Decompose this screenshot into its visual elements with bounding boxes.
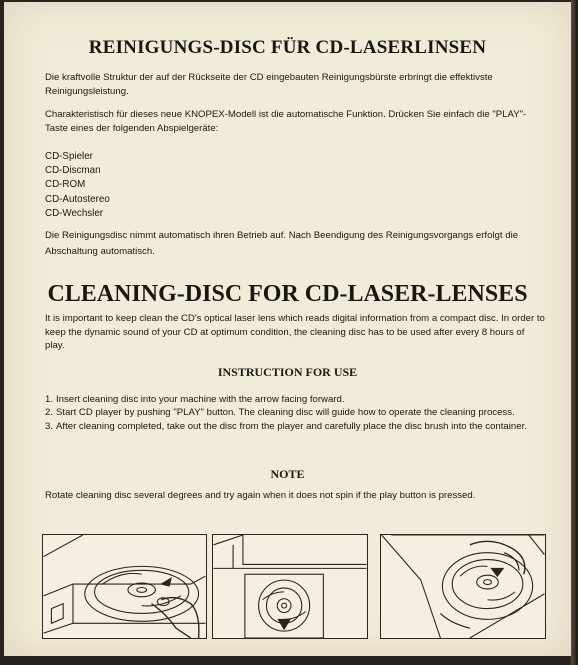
remove-disc-illustration (380, 534, 546, 639)
german-title: REINIGUNGS-DISC FÜR CD-LASERLINSEN (88, 37, 487, 58)
device-list (45, 150, 110, 221)
disc-in-slot-illustration (212, 534, 368, 639)
case-edge (571, 0, 578, 665)
note-text: Rotate cleaning disc several degrees and try again when it does not spin if the play button is pressed. (45, 490, 476, 501)
instruction-steps (45, 393, 545, 433)
german-feature: Charakteristisch für dieses neue KNOPEX-Modell ist die automatische Funktion. Drücken Sie einfach die "PLAY"-Taste eines der folgenden Abspielgeräte: (45, 109, 527, 134)
device-item: CD-Discman (45, 165, 101, 177)
step-text: After cleaning completed, take out the disc from the player and carefully place the disc brush into the container. (56, 420, 527, 432)
step-number: 2. (45, 407, 54, 419)
device-item: CD-Autostereo (45, 193, 110, 205)
device-item: CD-Wechsler (45, 207, 104, 219)
english-intro: It is important to keep clean the CD's optical laser lens which reads digital information from a compact disc. In order to keep the dynamic sound of your CD at optimum condition, the cleaning disc has to be used after every 8 hours of play. (45, 313, 545, 352)
instruction-card (4, 2, 571, 656)
english-title: CLEANING-DISC FOR CD-LASER-LENSES (47, 281, 528, 307)
device-item: CD-Spieler (45, 151, 93, 162)
insert-disc-tray-illustration (42, 534, 207, 639)
instruction-step (45, 420, 545, 433)
instruction-heading: INSTRUCTION FOR USE (217, 365, 358, 379)
step-number: 1. (45, 394, 54, 405)
instruction-step (45, 393, 545, 406)
note-heading: NOTE (270, 467, 305, 481)
german-intro: Die kraftvolle Struktur der auf der Rückseite der CD eingebauten Reinigungsbürste erbringt die effektivste Reinigungsleistung. (45, 72, 493, 97)
step-number: 3. (45, 420, 54, 432)
device-item: CD-ROM (45, 179, 86, 191)
instruction-step (45, 406, 545, 419)
step-text: Insert cleaning disc into your machine with the arrow facing forward. (56, 394, 345, 405)
step-text: Start CD player by pushing "PLAY" button. The cleaning disc will guide how to operate the cleaning process. (56, 407, 515, 419)
german-auto-text: Die Reinigungsdisc nimmt automatisch ihren Betrieb auf. Nach Beendigung des Reinigungsvorgangs erfolgt die Abschaltung automatisch. (45, 230, 519, 257)
